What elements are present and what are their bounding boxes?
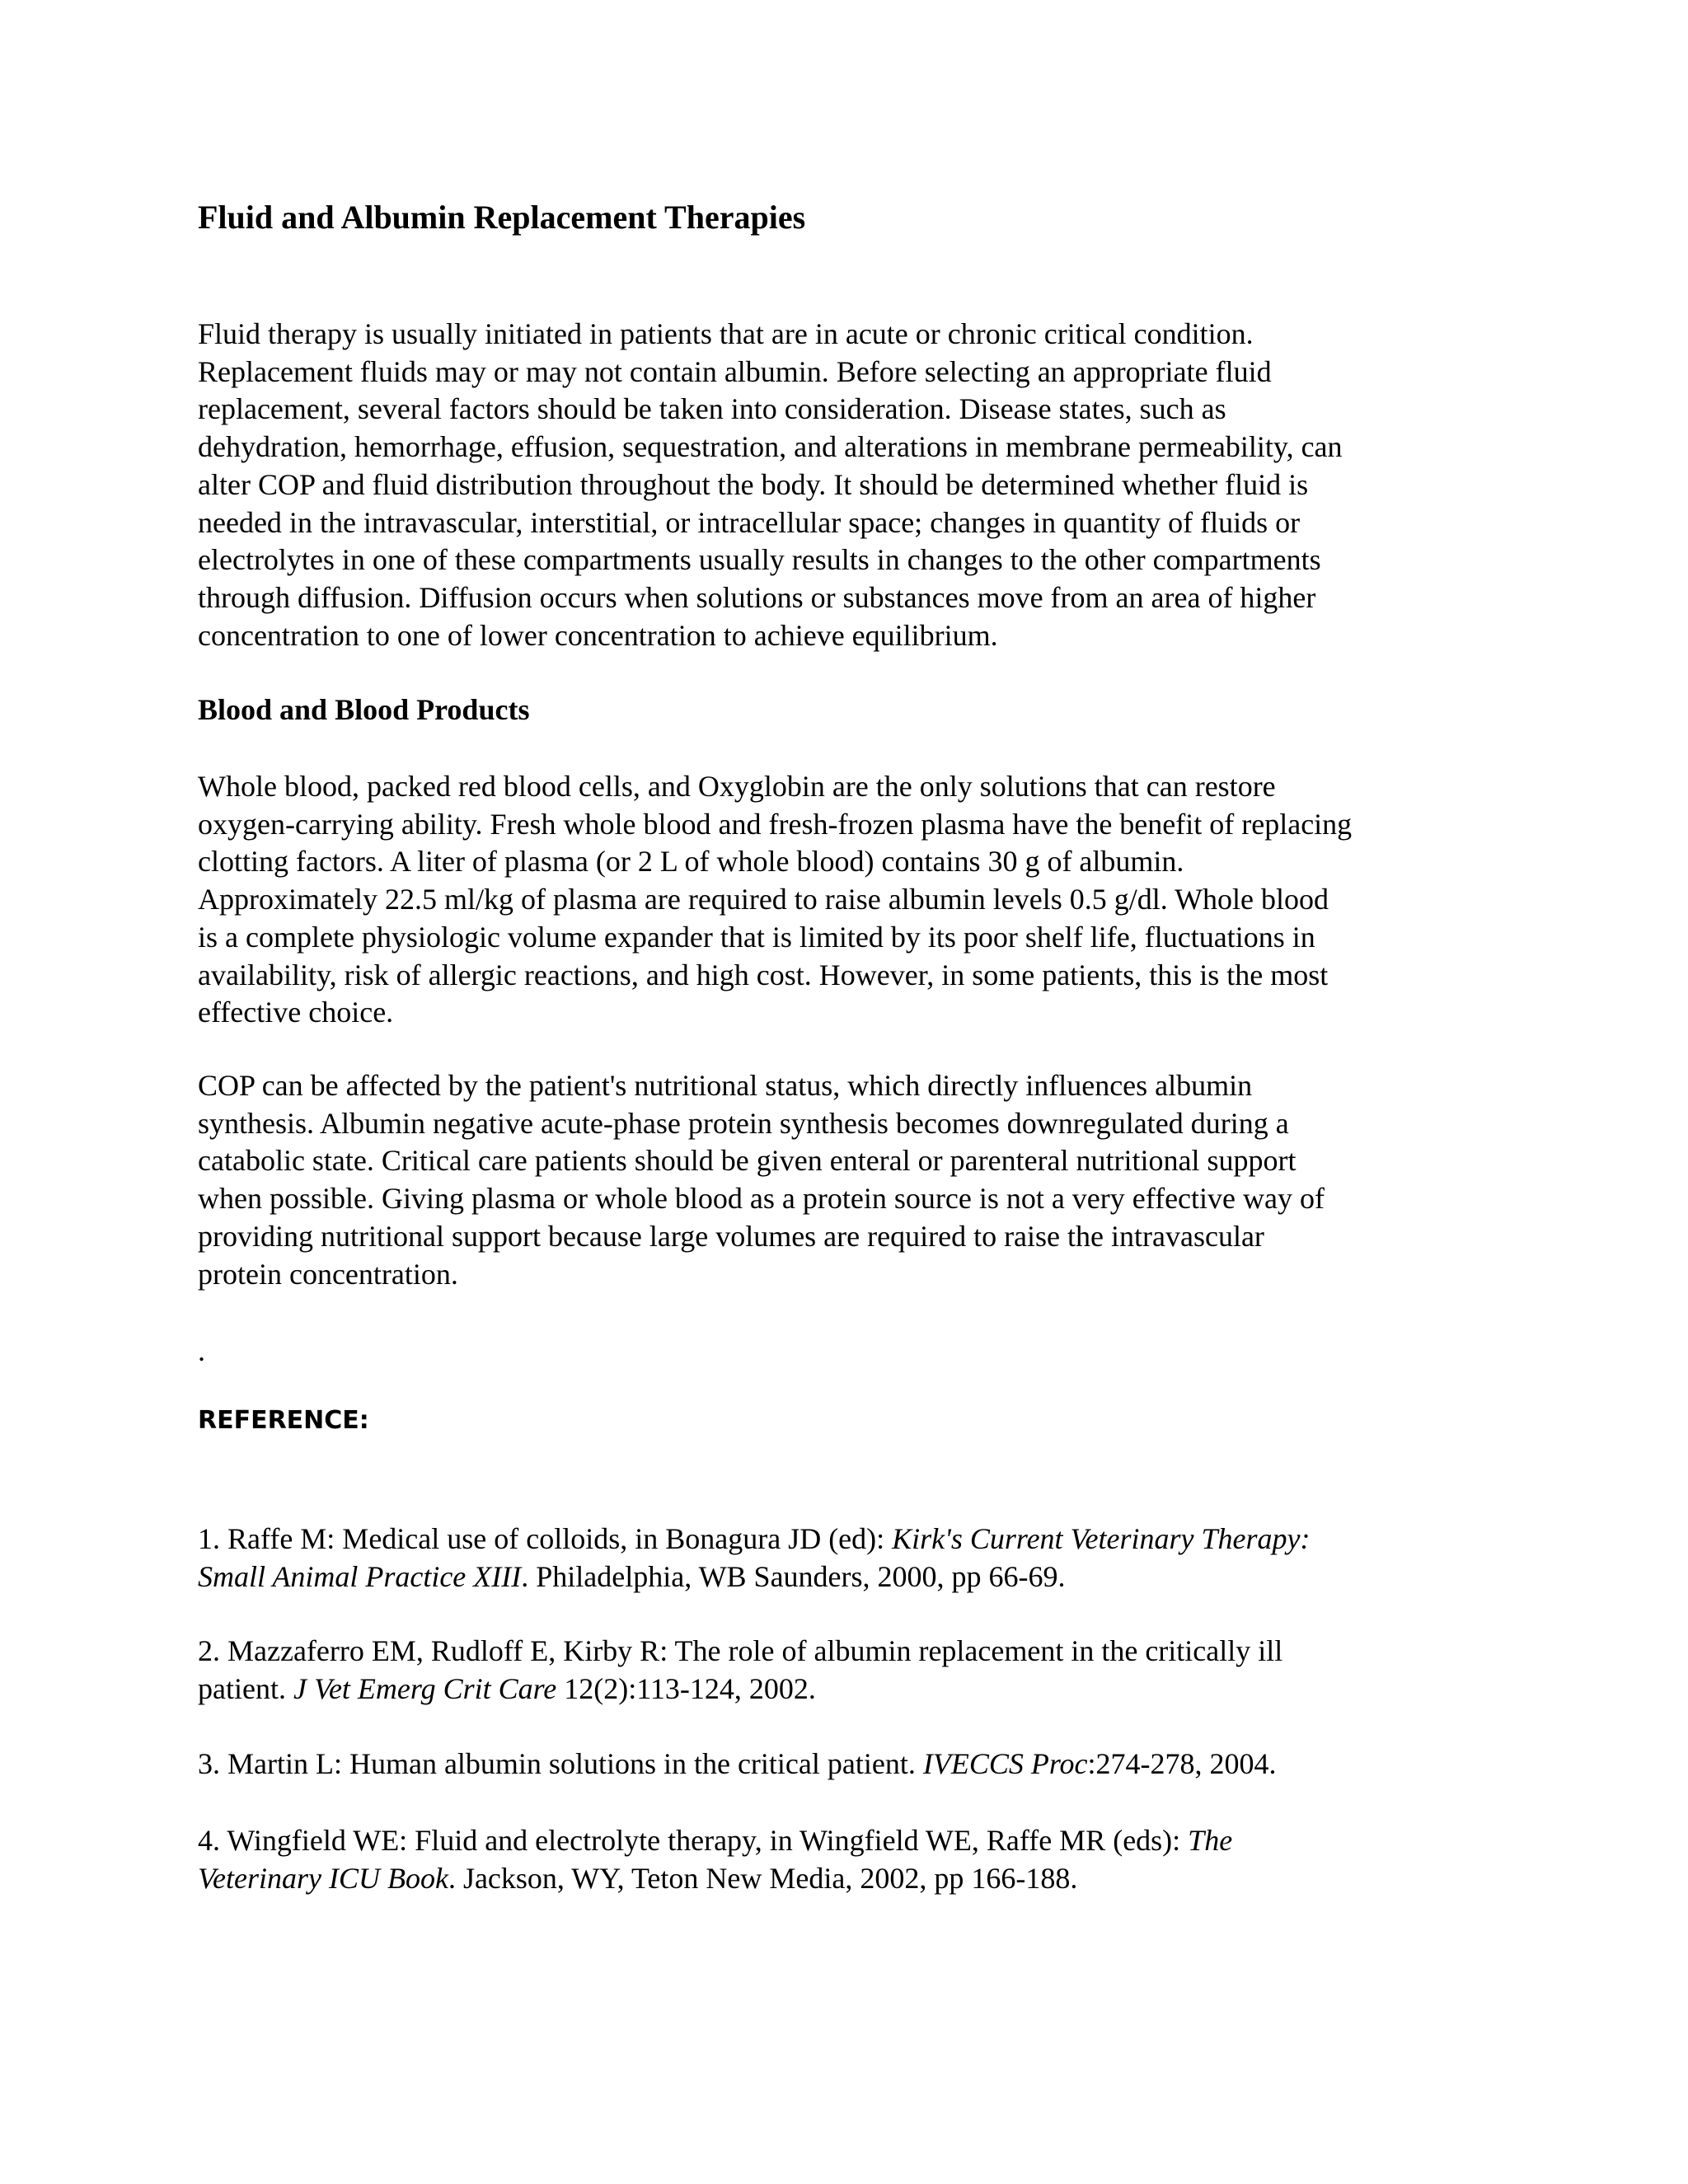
reference-heading: REFERENCE: (198, 1406, 369, 1435)
reference-item (198, 1632, 1517, 1708)
text-line: needed in the intravascular, interstitial, or intracellular space; changes in quantity of fluids or (198, 505, 1301, 539)
text-line: COP can be affected by the patient's nutritional status, which directly influences albumin (198, 1069, 1253, 1102)
reference-item (198, 1520, 1517, 1596)
text-line: Replacement fluids may or may not contain albumin. Before selecting an appropriate fluid (198, 354, 1272, 388)
text-line: protein concentration. (198, 1257, 458, 1291)
intro-paragraph (198, 316, 1517, 654)
separator-dot: . (198, 1334, 205, 1367)
journal-title: Small Animal Practice XIII (198, 1560, 522, 1593)
text-line: Whole blood, packed red blood cells, and Oxyglobin are the only solutions that can restore (198, 770, 1276, 803)
text-line: clotting factors. A liter of plasma (or 2 L of whole blood) contains 30 g of albumin. (198, 845, 1184, 879)
text-line: Approximately 22.5 ml/kg of plasma are required to raise albumin levels 0.5 g/dl. Whole blood (198, 883, 1329, 916)
text-line: concentration to one of lower concentration to achieve equilibrium. (198, 618, 998, 652)
text-line: dehydration, hemorrhage, effusion, sequestration, and alterations in membrane permeability, can (198, 430, 1343, 464)
journal-title: IVECCS Proc (922, 1747, 1088, 1780)
text-line: electrolytes in one of these compartments usually results in changes to the other compartments (198, 543, 1321, 577)
reference-line: patient. J Vet Emerg Crit Care 12(2):113-124, 2002. (198, 1672, 816, 1705)
section-heading: Blood and Blood Products (198, 693, 530, 726)
text-line: synthesis. Albumin negative acute-phase protein synthesis becomes downregulated during a (198, 1106, 1289, 1140)
reference-line: 2. Mazzaferro EM, Rudloff E, Kirby R: The role of albumin replacement in the critically ill (198, 1634, 1283, 1667)
reference-line: Veterinary ICU Book. Jackson, WY, Teton New Media, 2002, pp 166-188. (198, 1862, 1078, 1895)
text-line: catabolic state. Critical care patients should be given enteral or parenteral nutritional support (198, 1144, 1296, 1178)
journal-title: Veterinary ICU Book (198, 1862, 448, 1895)
blood-products-paragraph (198, 768, 1517, 1032)
page-title: Fluid and Albumin Replacement Therapies (198, 199, 806, 236)
reference-line: 1. Raffe M: Medical use of colloids, in Bonagura JD (ed): Kirk's Current Veterinary Therapy: (198, 1522, 1311, 1555)
text-line: through diffusion. Diffusion occurs when solutions or substances move from an area of higher (198, 580, 1316, 614)
text-line: effective choice. (198, 996, 394, 1029)
reference-item (198, 1745, 1517, 1783)
text-line: when possible. Giving plasma or whole blood as a protein source is not a very effective way of (198, 1182, 1325, 1216)
text-line: is a complete physiologic volume expander that is limited by its poor shelf life, fluctuations in (198, 920, 1315, 954)
text-line: alter COP and fluid distribution throughout the body. It should be determined whether fluid is (198, 467, 1309, 501)
text-line: oxygen-carrying ability. Fresh whole blood and fresh-frozen plasma have the benefit of replacing (198, 807, 1353, 841)
journal-title: The (1188, 1824, 1233, 1857)
reference-line: 4. Wingfield WE: Fluid and electrolyte therapy, in Wingfield WE, Raffe MR (eds): The (198, 1824, 1233, 1857)
text-line: Fluid therapy is usually initiated in patients that are in acute or chronic critical condition. (198, 317, 1254, 350)
reference-line: Small Animal Practice XIII. Philadelphia, WB Saunders, 2000, pp 66-69. (198, 1560, 1066, 1593)
reference-item (198, 1821, 1517, 1897)
journal-title: Kirk's Current Veterinary Therapy: (892, 1522, 1311, 1555)
cop-paragraph (198, 1067, 1517, 1293)
text-line: providing nutritional support because large volumes are required to raise the intravascular (198, 1219, 1264, 1253)
journal-title: J Vet Emerg Crit Care (293, 1672, 557, 1705)
reference-line: 3. Martin L: Human albumin solutions in the critical patient. IVECCS Proc:274-278, 2004. (198, 1747, 1277, 1780)
text-line: availability, risk of allergic reactions, and high cost. However, in some patients, this is the most (198, 958, 1329, 991)
text-line: replacement, several factors should be taken into consideration. Disease states, such as (198, 392, 1226, 426)
